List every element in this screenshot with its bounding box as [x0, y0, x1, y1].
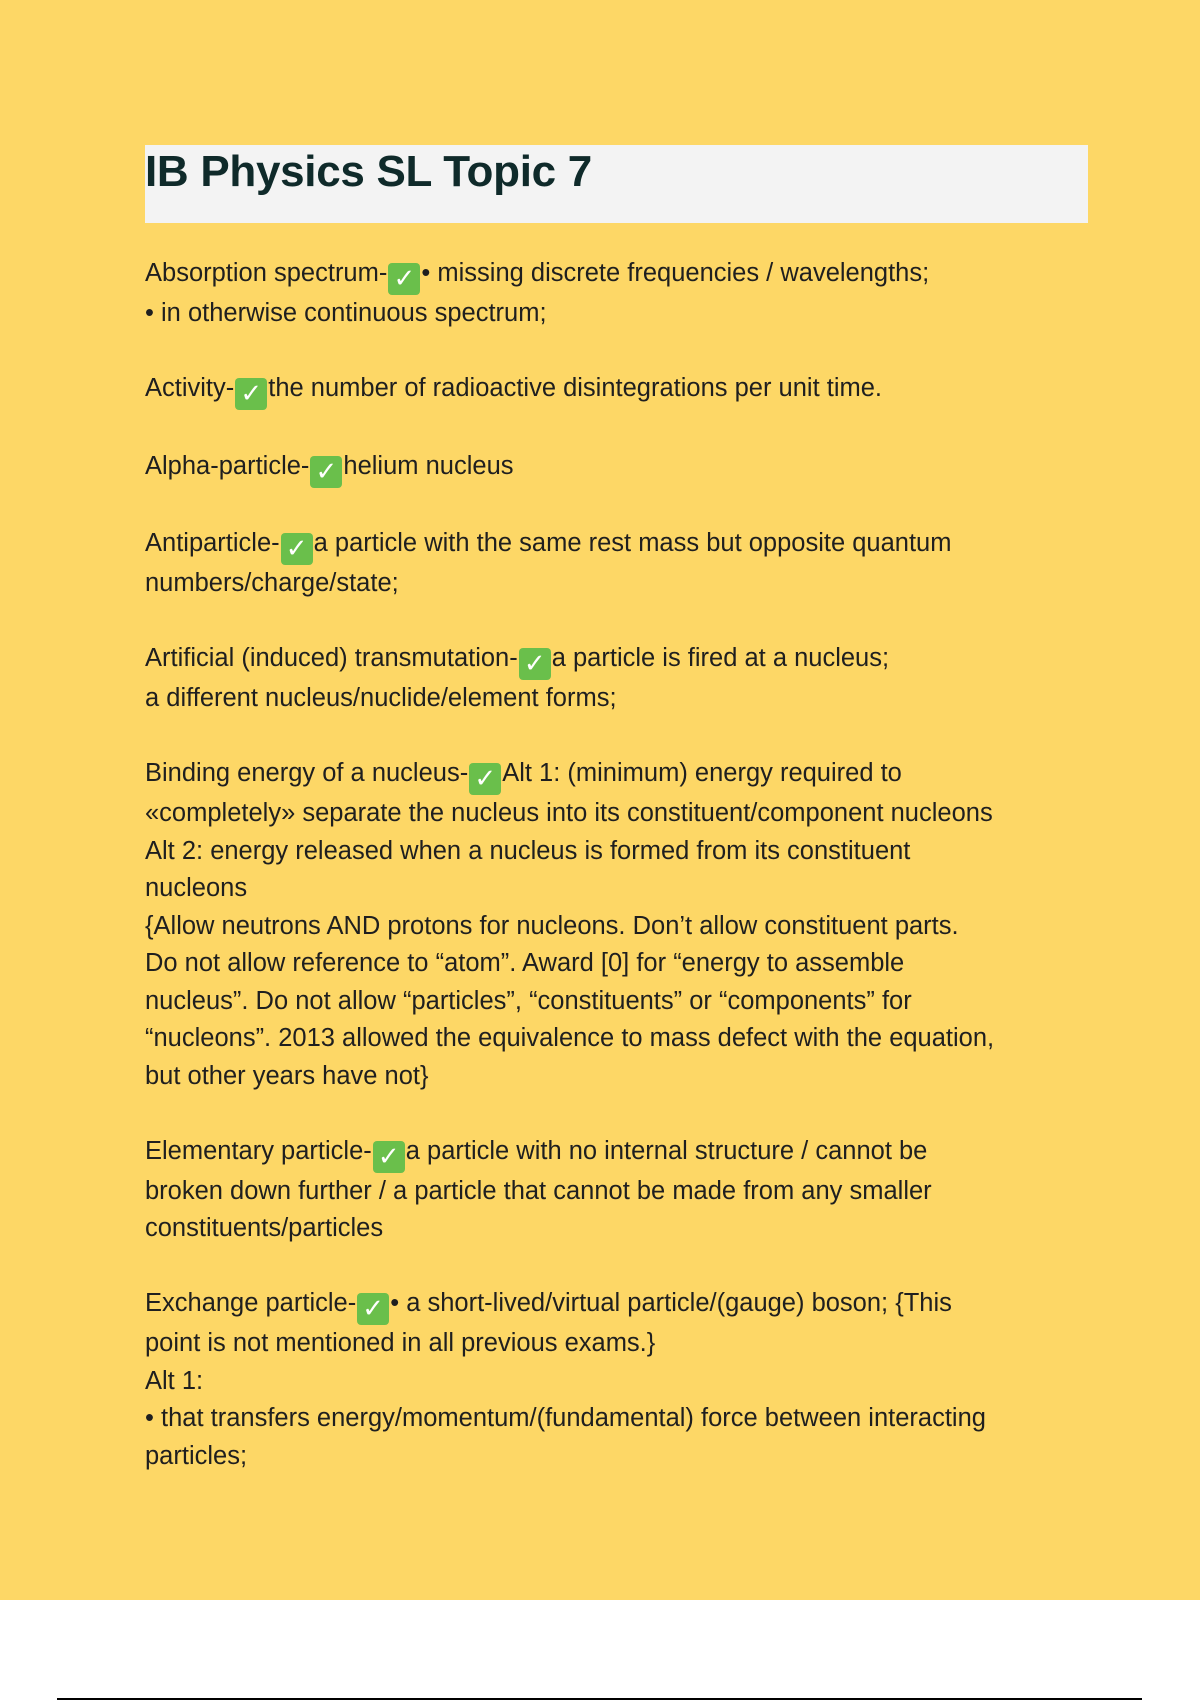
checkmark-icon: ✓: [310, 456, 342, 488]
entry-term: Alpha-particle-: [145, 451, 310, 480]
page-title: IB Physics SL Topic 7: [145, 147, 592, 196]
checkmark-icon: ✓: [469, 763, 501, 795]
glossary-entry: [145, 755, 1090, 1095]
glossary-entry: [145, 255, 1090, 333]
entry-term: Elementary particle-: [145, 1136, 372, 1165]
entry-term: Absorption spectrum-: [145, 259, 388, 287]
entry-definition-line: particles;: [145, 1441, 248, 1470]
entry-definition-line: nucleus”. Do not allow “particles”, “constituents” or “components” for: [145, 986, 912, 1015]
entry-definition: a particle is fired at a nucleus;: [551, 644, 890, 672]
entry-definition-line: Do not allow reference to “atom”. Award [0] for “energy to assemble: [145, 949, 905, 977]
entry-definition: helium nucleus: [343, 451, 514, 480]
entry-definition-line: but other years have not}: [145, 1061, 429, 1090]
entry-definition-line: Alt 1:: [145, 1366, 204, 1395]
checkmark-icon: ✓: [388, 263, 420, 295]
checkmark-icon: ✓: [373, 1141, 405, 1173]
entry-term: Exchange particle-: [145, 1289, 357, 1317]
entry-definition-line: {Allow neutrons AND protons for nucleons. Don’t allow constituent parts.: [145, 911, 959, 940]
glossary-entry: [145, 1285, 1090, 1475]
entry-definition: a particle with no internal structure / cannot be: [405, 1136, 928, 1165]
glossary-entry: [145, 1133, 1090, 1248]
glossary-entry: [145, 448, 1090, 488]
glossary-entry: [145, 370, 1090, 410]
title-banner: [145, 145, 1088, 223]
glossary-entry: [145, 525, 1090, 603]
entry-definition-line: Alt 2: energy released when a nucleus is formed from its constituent: [145, 836, 911, 865]
glossary-entry: [145, 640, 1090, 718]
entry-term: Binding energy of a nucleus-: [145, 759, 469, 787]
entry-term: Activity-: [145, 374, 235, 402]
entry-definition: • missing discrete frequencies / wavelengths;: [421, 259, 930, 287]
checkmark-icon: ✓: [281, 533, 313, 565]
entry-definition-line: • in otherwise continuous spectrum;: [145, 299, 547, 327]
checkmark-icon: ✓: [235, 378, 267, 410]
entry-definition: the number of radioactive disintegrations per unit time.: [268, 374, 882, 402]
entry-definition-line: a different nucleus/nuclide/element forms;: [145, 684, 617, 712]
entry-definition: Alt 1: (minimum) energy required to: [502, 759, 902, 787]
checkmark-icon: ✓: [519, 648, 551, 680]
checkmark-icon: ✓: [357, 1293, 389, 1325]
entry-definition-line: “nucleons”. 2013 allowed the equivalence to mass defect with the equation,: [145, 1024, 995, 1052]
entry-term: Antiparticle-: [145, 529, 280, 557]
entry-definition-line: broken down further / a particle that cannot be made from any smaller: [145, 1176, 932, 1205]
entry-definition-line: numbers/charge/state;: [145, 569, 399, 597]
entry-definition-line: constituents/particles: [145, 1214, 384, 1242]
entry-definition-line: nucleons: [145, 874, 248, 902]
glossary-content: [145, 255, 1090, 1513]
entry-term: Artificial (induced) transmutation-: [145, 644, 518, 672]
entry-definition: a particle with the same rest mass but opposite quantum: [313, 529, 952, 557]
entry-definition-line: «completely» separate the nucleus into its constituent/component nucleons: [145, 799, 993, 827]
entry-definition: • a short-lived/virtual particle/(gauge) boson; {This: [390, 1289, 952, 1317]
entry-definition-line: point is not mentioned in all previous exams.}: [145, 1329, 656, 1357]
entry-definition-line: • that transfers energy/momentum/(fundamental) force between interacting: [145, 1404, 986, 1432]
